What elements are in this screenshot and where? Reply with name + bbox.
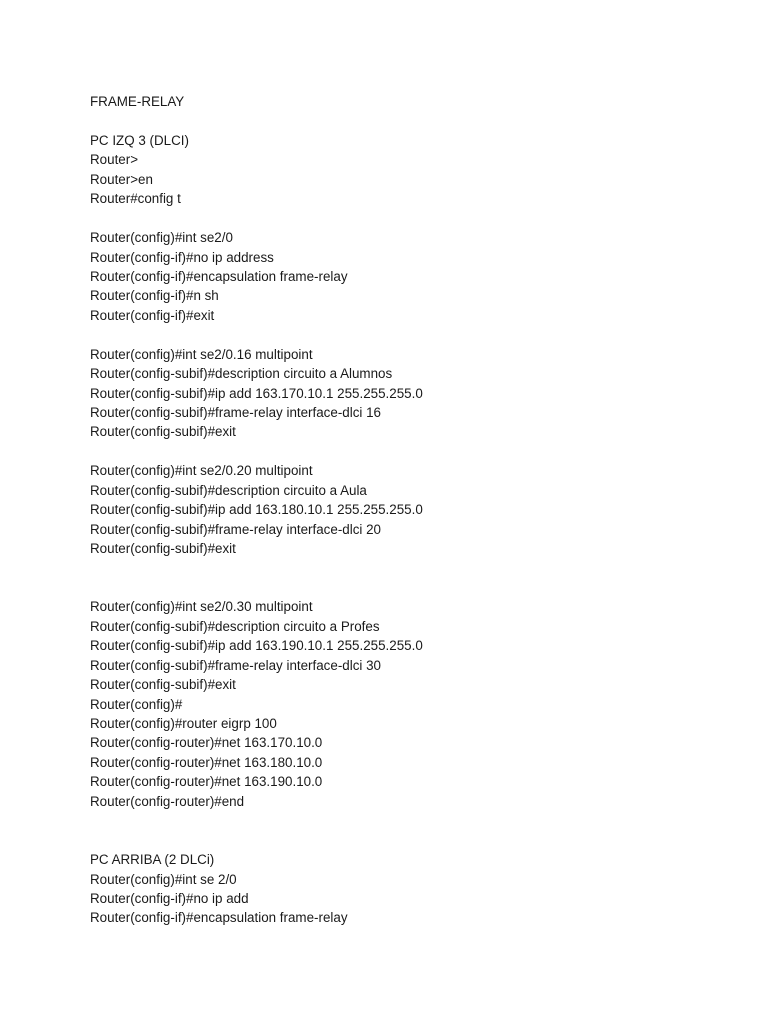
blank-line bbox=[90, 325, 423, 344]
command-line: Router(config)#int se2/0.16 multipoint bbox=[90, 346, 313, 362]
command-line: Router(config-subif)#exit bbox=[90, 541, 236, 557]
command-line: Router(config)#int se2/0 bbox=[90, 230, 233, 246]
document-body bbox=[90, 92, 423, 928]
blank-line bbox=[90, 578, 423, 597]
section-heading: PC IZQ 3 (DLCI) bbox=[90, 132, 189, 148]
blank-line bbox=[90, 111, 423, 130]
blank-line bbox=[90, 831, 423, 850]
command-line: Router(config-if)#no ip address bbox=[90, 249, 274, 265]
command-line: Router(config-subif)#description circuito a Alumnos bbox=[90, 366, 393, 382]
command-line: Router(config-if)#encapsulation frame-relay bbox=[90, 268, 348, 284]
command-line: Router(config-subif)#description circuito a Profes bbox=[90, 618, 380, 634]
command-line: Router(config-if)#n sh bbox=[90, 288, 219, 304]
command-line: Router(config-subif)#exit bbox=[90, 677, 236, 693]
command-line: Router(config)#router eigrp 100 bbox=[90, 716, 277, 731]
command-line: Router(config)#int se 2/0 bbox=[90, 871, 237, 887]
command-line: Router(config-subif)#description circuito a Aula bbox=[90, 482, 367, 498]
command-line: Router(config)#int se2/0.20 multipoint bbox=[90, 463, 313, 479]
command-line: Router(config-router)#net 163.180.10.0 bbox=[90, 754, 323, 770]
command-line: Router#config t bbox=[90, 191, 181, 207]
command-line: Router(config-subif)#frame-relay interface-dlci 20 bbox=[90, 521, 381, 537]
command-line: Router(config-subif)#frame-relay interface-dlci 16 bbox=[90, 405, 381, 420]
command-line: Router>en bbox=[90, 171, 153, 187]
command-line: Router> bbox=[90, 152, 139, 168]
command-line: Router(config-router)#end bbox=[90, 793, 245, 809]
command-line: Router(config)#int se2/0.30 multipoint bbox=[90, 599, 313, 615]
command-line: Router(config-router)#net 163.170.10.0 bbox=[90, 735, 323, 751]
command-line: Router(config-subif)#ip add 163.170.10.1 255.255.255.0 bbox=[90, 385, 423, 401]
command-line: Router(config-if)#no ip add bbox=[90, 890, 249, 906]
command-line: Router(config-subif)#frame-relay interface-dlci 30 bbox=[90, 657, 381, 673]
document-title: FRAME-RELAY bbox=[90, 94, 185, 109]
blank-line bbox=[90, 811, 423, 830]
command-line: Router(config-subif)#ip add 163.190.10.1 255.255.255.0 bbox=[90, 638, 423, 654]
command-line: Router(config-subif)#ip add 163.180.10.1 255.255.255.0 bbox=[90, 502, 423, 518]
command-line: Router(config-if)#exit bbox=[90, 307, 215, 323]
blank-line bbox=[90, 442, 423, 461]
section-heading: PC ARRIBA (2 DLCi) bbox=[90, 852, 215, 868]
command-line: Router(config)# bbox=[90, 696, 183, 712]
command-line: Router(config-subif)#exit bbox=[90, 424, 236, 440]
blank-line bbox=[90, 559, 423, 578]
blank-line bbox=[90, 209, 423, 228]
command-line: Router(config-if)#encapsulation frame-relay bbox=[90, 910, 348, 926]
command-line: Router(config-router)#net 163.190.10.0 bbox=[90, 774, 323, 790]
